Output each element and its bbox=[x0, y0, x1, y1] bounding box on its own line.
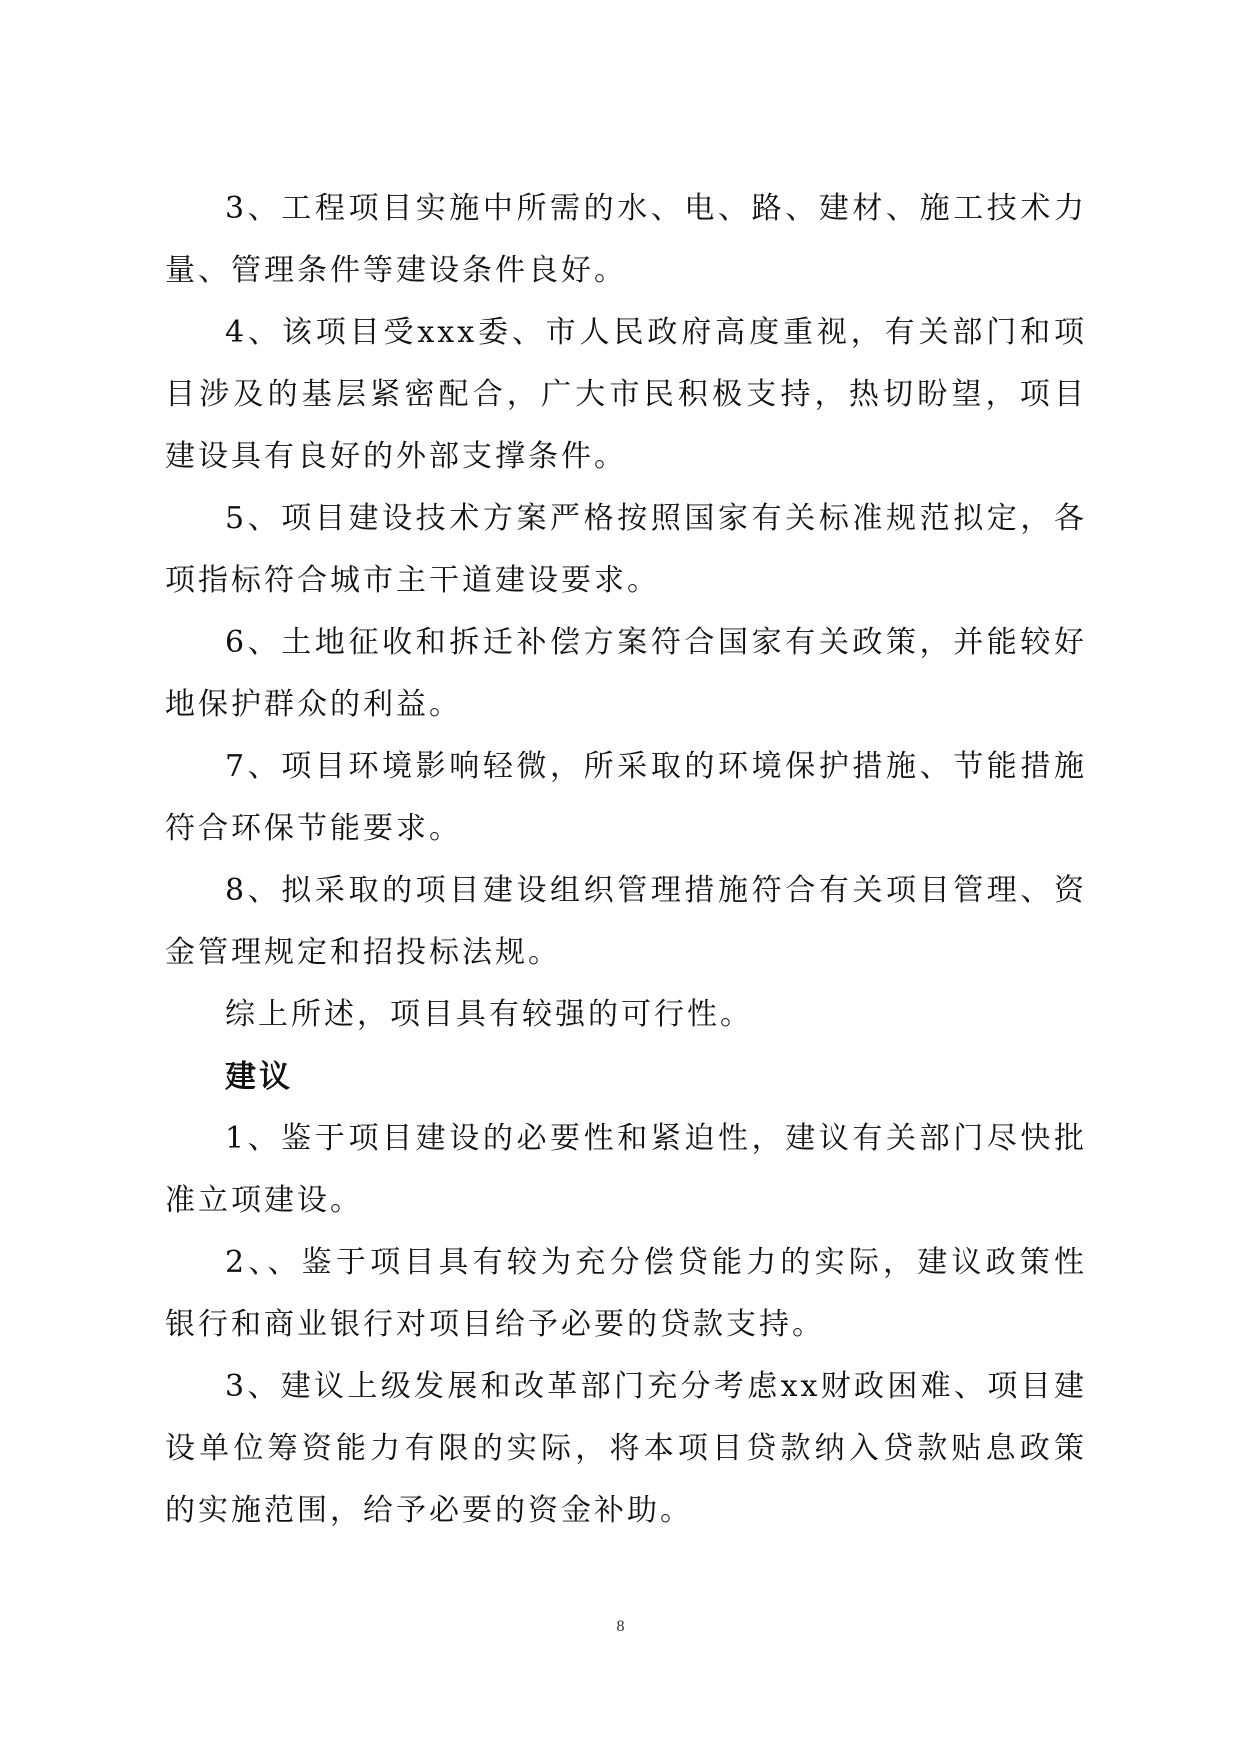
paragraph-item-8: 8、拟采取的项目建设组织管理措施符合有关项目管理、资金管理规定和招投标法规。 bbox=[165, 873, 1087, 970]
recommendation-item-3: 3、建议上级发展和改革部门充分考虑xx财政困难、项目建设单位筹资能力有限的实际，将本项目贷款纳入贷款贴息政策的实施范围，给予必要的资金补助。 bbox=[165, 1369, 1087, 1528]
section-heading-recommendations: 建议 bbox=[225, 1059, 293, 1095]
paragraph-item-6: 6、土地征收和拆迁补偿方案符合国家有关政策，并能较好地保护群众的利益。 bbox=[165, 625, 1087, 722]
recommendation-item-2: 2、、鉴于项目具有较为充分偿贷能力的实际，建议政策性银行和商业银行对项目给予必要的贷款支持。 bbox=[165, 1245, 1087, 1342]
paragraph-item-3: 3、工程项目实施中所需的水、电、路、建材、施工技术力量、管理条件等建设条件良好。 bbox=[165, 191, 1087, 288]
document-body bbox=[165, 178, 1087, 1542]
paragraph-item-7: 7、项目环境影响轻微，所采取的环境保护措施、节能措施符合环保节能要求。 bbox=[165, 749, 1087, 846]
paragraph-item-4: 4、该项目受xxx委、市人民政府高度重视，有关部门和项目涉及的基层紧密配合，广大市民积极支持，热切盼望，项目建设具有良好的外部支撑条件。 bbox=[165, 315, 1087, 474]
conclusion-paragraph: 综上所述，项目具有较强的可行性。 bbox=[225, 997, 753, 1032]
page-number: 8 bbox=[616, 1618, 625, 1635]
paragraph-item-5: 5、项目建设技术方案严格按照国家有关标准规范拟定，各项指标符合城市主干道建设要求。 bbox=[165, 501, 1087, 598]
recommendation-item-1: 1、鉴于项目建设的必要性和紧迫性，建议有关部门尽快批准立项建设。 bbox=[165, 1121, 1087, 1218]
